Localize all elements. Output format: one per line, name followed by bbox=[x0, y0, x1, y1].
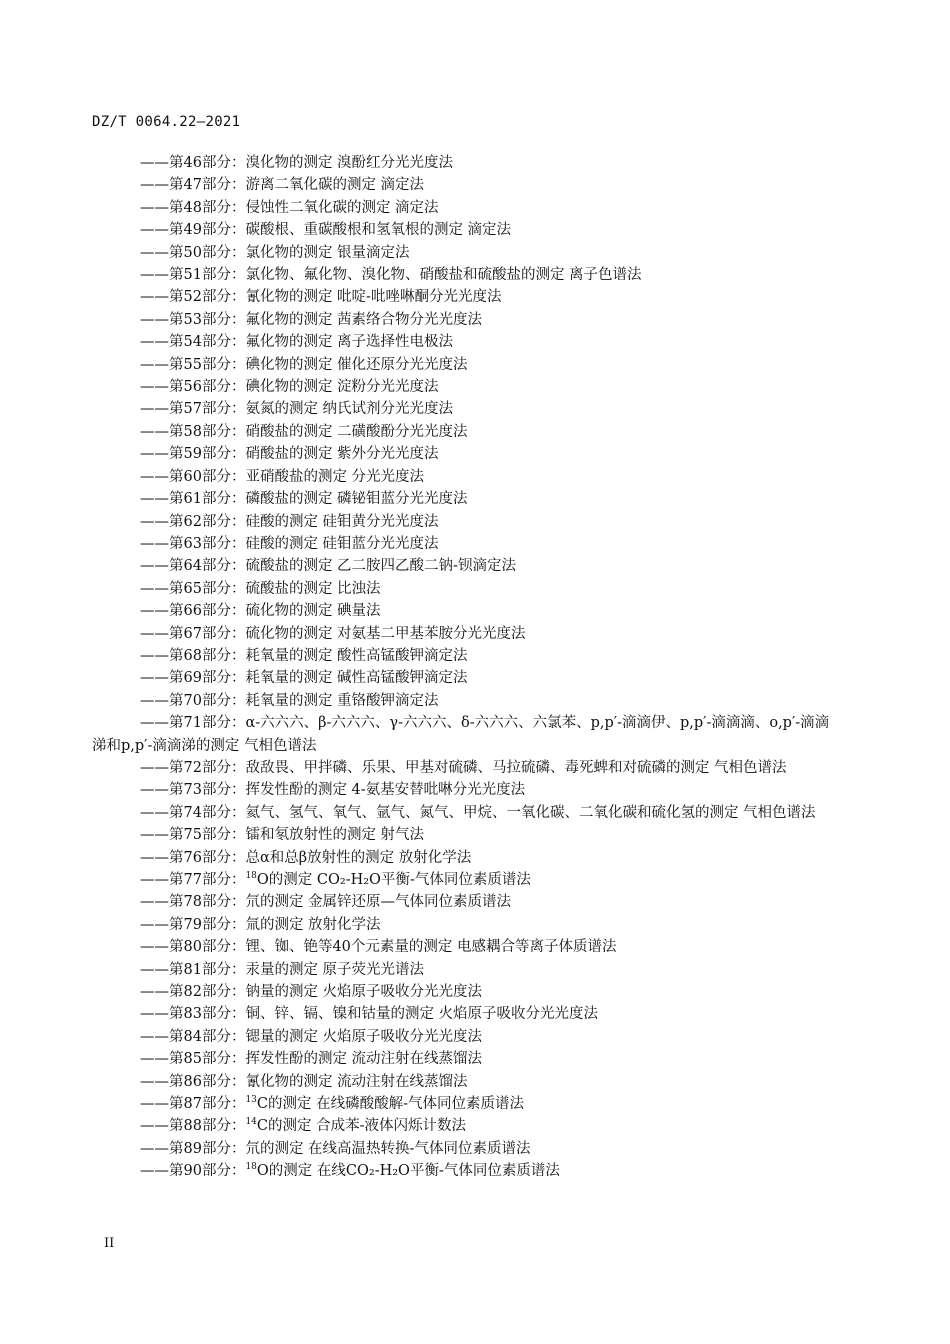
part-number: ——第51部分： bbox=[140, 267, 246, 284]
part-number: ——第70部分： bbox=[140, 692, 246, 709]
part-number: ——第87部分： bbox=[140, 1096, 246, 1113]
part-title: 硫化物的测定 碘量法 bbox=[245, 603, 381, 620]
toc-item bbox=[92, 1026, 842, 1048]
part-title: C的测定 在线磷酸酸解-气体同位素质谱法 bbox=[256, 1096, 525, 1113]
part-number: ——第86部分： bbox=[140, 1073, 246, 1090]
part-title: 硫化物的测定 对氨基二甲基苯胺分光光度法 bbox=[245, 625, 526, 642]
part-title: 钠量的测定 火焰原子吸收分光光度法 bbox=[245, 984, 483, 1001]
part-title: 氯化物、氟化物、溴化物、硝酸盐和硫酸盐的测定 离子色谱法 bbox=[245, 267, 642, 284]
toc-item bbox=[92, 667, 842, 689]
part-number: ——第50部分： bbox=[140, 244, 246, 261]
part-number: ——第63部分： bbox=[140, 535, 246, 552]
part-number: ——第82部分： bbox=[140, 984, 246, 1001]
part-number: ——第49部分： bbox=[140, 222, 246, 239]
part-number: ——第48部分： bbox=[140, 199, 246, 216]
part-title: 硫酸盐的测定 比浊法 bbox=[245, 580, 381, 597]
part-number: ——第59部分： bbox=[140, 446, 246, 463]
part-title: 敌敌畏、甲拌磷、乐果、甲基对硫磷、马拉硫磷、毒死蜱和对硫磷的测定 气相色谱法 bbox=[245, 759, 787, 776]
isotope-mass-number: 18 bbox=[245, 1162, 257, 1173]
toc-item bbox=[92, 533, 842, 555]
toc-item bbox=[92, 376, 842, 398]
part-title: 侵蚀性二氧化碳的测定 滴定法 bbox=[245, 199, 439, 216]
document-id-header: DZ/T 0064.22—2021 bbox=[92, 114, 241, 130]
toc-item bbox=[92, 219, 842, 241]
part-title: 氚的测定 放射化学法 bbox=[245, 916, 381, 933]
part-number: ——第64部分： bbox=[140, 558, 246, 575]
part-title: 氨氮的测定 纳氏试剂分光光度法 bbox=[245, 401, 454, 418]
toc-item bbox=[92, 824, 842, 846]
part-number: ——第84部分： bbox=[140, 1028, 246, 1045]
part-number: ——第62部分： bbox=[140, 513, 246, 530]
part-number: ——第60部分： bbox=[140, 468, 246, 485]
toc-item bbox=[92, 511, 842, 533]
toc-item bbox=[92, 264, 842, 286]
part-number: ——第58部分： bbox=[140, 423, 246, 440]
part-title: 耗氧量的测定 酸性高锰酸钾滴定法 bbox=[245, 647, 468, 664]
toc-item bbox=[92, 623, 842, 645]
part-number: ——第73部分： bbox=[140, 782, 246, 799]
toc-item bbox=[92, 309, 842, 331]
page-number: II bbox=[104, 1236, 115, 1251]
part-number: ——第76部分： bbox=[140, 849, 246, 866]
part-title: O的测定 CO₂-H₂O平衡-气体同位素质谱法 bbox=[256, 872, 531, 888]
part-number: ——第68部分： bbox=[140, 647, 246, 664]
part-title: 铜、锌、镉、镍和钴量的测定 火焰原子吸收分光光度法 bbox=[245, 1006, 599, 1023]
toc-item bbox=[92, 331, 842, 353]
toc-item bbox=[92, 1048, 842, 1070]
part-title: 硅酸的测定 硅钼黄分光光度法 bbox=[245, 513, 439, 530]
part-title: 锶量的测定 火焰原子吸收分光光度法 bbox=[245, 1028, 483, 1045]
part-title: 碳酸根、重碳酸根和氢氧根的测定 滴定法 bbox=[245, 222, 512, 239]
part-title: 氦气、氢气、氧气、氩气、氮气、甲烷、一氧化碳、二氧化碳和硫化氢的测定 气相色谱法 bbox=[245, 804, 816, 821]
toc-item bbox=[92, 174, 842, 196]
part-number: ——第67部分： bbox=[140, 625, 246, 642]
part-number: ——第61部分： bbox=[140, 491, 246, 508]
part-title: 硅酸的测定 硅钼蓝分光光度法 bbox=[245, 535, 439, 552]
part-number: ——第88部分： bbox=[140, 1118, 246, 1135]
part-number: ——第56部分： bbox=[140, 379, 246, 396]
toc-item bbox=[92, 712, 842, 757]
toc-item bbox=[92, 914, 842, 936]
part-title: 氟化物的测定 离子选择性电极法 bbox=[245, 334, 454, 351]
toc-item bbox=[92, 578, 842, 600]
part-title: 硝酸盐的测定 紫外分光光度法 bbox=[245, 446, 439, 463]
part-title: 硫酸盐的测定 乙二胺四乙酸二钠-钡滴定法 bbox=[245, 558, 516, 575]
part-title: 挥发性酚的测定 4-氨基安替吡啉分光光度法 bbox=[245, 782, 526, 799]
part-number: ——第71部分： bbox=[140, 715, 246, 732]
part-list bbox=[92, 152, 842, 1183]
part-number: ——第46部分： bbox=[140, 155, 246, 171]
toc-item bbox=[92, 891, 842, 913]
part-title: 碘化物的测定 淀粉分光光度法 bbox=[245, 379, 439, 396]
part-number: ——第80部分： bbox=[140, 939, 246, 956]
toc-item bbox=[92, 443, 842, 465]
toc-item bbox=[92, 1115, 842, 1137]
part-title: 镭和氡放射性的测定 射气法 bbox=[245, 827, 425, 844]
part-number: ——第72部分： bbox=[140, 759, 246, 776]
part-number: ——第65部分： bbox=[140, 580, 246, 597]
toc-item bbox=[92, 1093, 842, 1115]
part-title: 锂、铷、铯等40个元素量的测定 电感耦合等离子体质谱法 bbox=[245, 939, 617, 956]
toc-item bbox=[92, 421, 842, 443]
toc-item bbox=[92, 286, 842, 308]
part-title: 氰化物的测定 流动注射在线蒸馏法 bbox=[245, 1073, 468, 1090]
part-title: 游离二氧化碳的测定 滴定法 bbox=[245, 177, 425, 194]
toc-item bbox=[92, 488, 842, 510]
part-number: ——第90部分： bbox=[140, 1163, 246, 1180]
toc-item bbox=[92, 959, 842, 981]
part-number: ——第75部分： bbox=[140, 827, 246, 844]
part-number: ——第54部分： bbox=[140, 334, 246, 351]
part-title: 耗氧量的测定 碱性高锰酸钾滴定法 bbox=[245, 670, 468, 687]
toc-item bbox=[92, 1071, 842, 1093]
part-title: 耗氧量的测定 重铬酸钾滴定法 bbox=[245, 692, 439, 709]
isotope-mass-number: 13 bbox=[245, 1095, 257, 1106]
part-title: 汞量的测定 原子荧光光谱法 bbox=[245, 961, 425, 978]
part-title: 总α和总β放射性的测定 放射化学法 bbox=[245, 849, 472, 866]
toc-item bbox=[92, 398, 842, 420]
part-title: 氘的测定 金属锌还原—气体同位素质谱法 bbox=[245, 894, 512, 911]
toc-item bbox=[92, 555, 842, 577]
toc-item bbox=[92, 354, 842, 376]
part-title: 磷酸盐的测定 磷铋钼蓝分光光度法 bbox=[245, 491, 468, 508]
toc-item bbox=[92, 197, 842, 219]
part-title: 氘的测定 在线高温热转换-气体同位素质谱法 bbox=[245, 1140, 531, 1157]
part-title: 氟化物的测定 茜素络合物分光光度法 bbox=[245, 311, 483, 328]
part-title: 亚硝酸盐的测定 分光光度法 bbox=[245, 468, 425, 485]
part-title: 溴化物的测定 溴酚红分光光度法 bbox=[245, 155, 454, 171]
part-title: 硝酸盐的测定 二磺酸酚分光光度法 bbox=[245, 423, 468, 440]
part-number: ——第47部分： bbox=[140, 177, 246, 194]
toc-item bbox=[92, 981, 842, 1003]
part-number: ——第55部分： bbox=[140, 356, 246, 373]
part-number: ——第57部分： bbox=[140, 401, 246, 418]
toc-item bbox=[92, 802, 842, 824]
toc-item bbox=[92, 1003, 842, 1025]
part-number: ——第81部分： bbox=[140, 961, 246, 978]
part-number: ——第74部分： bbox=[140, 804, 246, 821]
part-number: ——第69部分： bbox=[140, 670, 246, 687]
toc-item bbox=[92, 1160, 842, 1182]
part-title: 碘化物的测定 催化还原分光光度法 bbox=[245, 356, 468, 373]
toc-item bbox=[92, 600, 842, 622]
part-number: ——第89部分： bbox=[140, 1140, 246, 1157]
part-title: C的测定 合成苯-液体闪烁计数法 bbox=[256, 1118, 467, 1135]
toc-item bbox=[92, 757, 842, 779]
toc-item bbox=[92, 847, 842, 869]
toc-item bbox=[92, 1138, 842, 1160]
part-number: ——第78部分： bbox=[140, 894, 246, 911]
part-title: 氰化物的测定 吡啶-吡唑啉酮分光光度法 bbox=[245, 289, 502, 306]
part-number: ——第85部分： bbox=[140, 1051, 246, 1068]
part-title: 挥发性酚的测定 流动注射在线蒸馏法 bbox=[245, 1051, 483, 1068]
part-number: ——第83部分： bbox=[140, 1006, 246, 1023]
part-number: ——第52部分： bbox=[140, 289, 246, 306]
toc-item bbox=[92, 690, 842, 712]
part-number: ——第79部分： bbox=[140, 916, 246, 933]
part-number: ——第77部分： bbox=[140, 872, 246, 888]
toc-item bbox=[92, 779, 842, 801]
toc-item bbox=[92, 466, 842, 488]
toc-item bbox=[92, 869, 842, 891]
isotope-mass-number: 18 bbox=[245, 871, 257, 882]
part-title: α-六六六、β-六六六、γ-六六六、δ-六六六、六氯苯、p,p′-滴滴伊、p,p′-滴滴滴、o,p′-滴滴涕和p,p′-滴滴涕的测定 气相色谱法 bbox=[92, 715, 830, 754]
isotope-mass-number: 14 bbox=[245, 1117, 257, 1128]
toc-item bbox=[92, 242, 842, 264]
part-title: 氯化物的测定 银量滴定法 bbox=[245, 244, 410, 261]
toc-item bbox=[92, 152, 842, 174]
part-title: O的测定 在线CO₂-H₂O平衡-气体同位素质谱法 bbox=[256, 1163, 560, 1180]
part-number: ——第66部分： bbox=[140, 603, 246, 620]
toc-item bbox=[92, 645, 842, 667]
toc-item bbox=[92, 936, 842, 958]
part-number: ——第53部分： bbox=[140, 311, 246, 328]
